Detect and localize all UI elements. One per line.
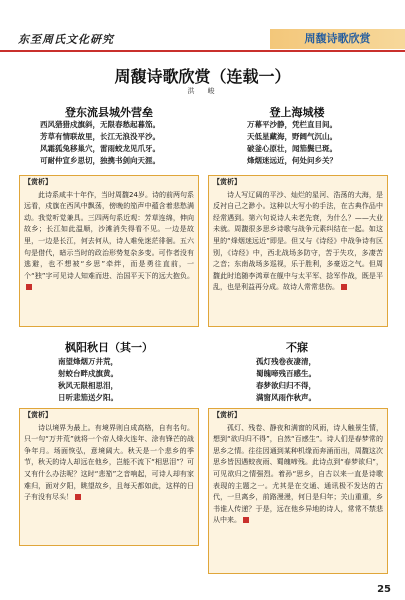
poem-line: 射蛟台畔戍旗黄。 (58, 369, 118, 378)
poem-line: 风霜狐兔移巢穴，雷雨蛟龙见爪牙。 (40, 144, 160, 153)
poem-line: 破釜心原壮，闻笳鬓已斑。 (247, 144, 337, 153)
poem-title-4: 不寐 (286, 341, 308, 354)
appreciation-text: 此诗系咸丰十年作，当时周馥24岁。诗的前两句系远看，戍旗在西风中飘荡，傍晚的笳声中蕴含着悲愁满动。我觉听觉兼具。三四两句系近观：芳草连绵，伸向故乡；长江如此温顺，沙滩消失得看不见。一边是故里，一边是长江，何去何从，诗人难免迷茫徘徊。五六句是借代，暗示当时的政治形势复杂多变。可作者没有逃避，也不想被“乡思”牵绊，而是勇往直前，一个“独”字可见诗人知难而进、治国平天下的远大抱负。 (24, 190, 194, 280)
appreciation-label: 【赏析】 (213, 411, 241, 419)
appreciation-label: 【赏析】 (24, 178, 52, 186)
end-mark-icon (243, 517, 249, 523)
end-mark-icon (26, 284, 32, 290)
page-number: 25 (377, 584, 391, 595)
poem-body-2 (247, 119, 337, 167)
appreciation-1 (24, 177, 194, 294)
appreciation-text: 诗人写辽阔的平沙、灿烂的星河、浩荡的大海，是反衬自己之渺小。这种以大写小的手法，在古典作品中经常遇到。第六句说诗人未老先衰，为什么？——大业未就。周馥很多思乡诗歌与战争元素纠结在一起。如这里的“烽烟迷远近”即是。但又与《诗经》中战争诗有区别，《诗经》中，西北战场多防守，苦于失攻，多凄苦之音；东南战场多巡视，乐于胜利，多豪迈之气。但周馥此时追随李鸿章在舰中与太平军、捻军作战，既是平乱，也是利益再分成。故诗人常常悲伤。 (213, 190, 383, 292)
poem-line: 烽烟迷远近，何处问乡关？ (247, 156, 337, 165)
article-title: 周馥诗歌欣赏（连载一） (114, 67, 291, 86)
poem-title-3: 枫阳秋日（其一） (65, 341, 153, 354)
appreciation-3 (24, 410, 194, 504)
poem-line: 可耐仲宣乡思切，独携书剑向天涯。 (40, 156, 160, 165)
end-mark-icon (341, 284, 347, 290)
poem-line: 西风猎猎戍旗斜，无限春愁起暮笳。 (40, 120, 160, 129)
poem-line: 春梦欲归归不得， (256, 381, 316, 390)
poem-body-1 (40, 119, 160, 167)
appreciation-text: 孤灯、残卷、静夜和满窗的风雨，诗人触景生情，想到“欲归归不得”，自然“百感生”。诗人们是春梦常的思乡之情。往往因通到某种机缘而奔涌而出，周馥这次思乡皆因遇蛟夜雨、蜀魄啼残。此诗点到“春梦欲归”，可见欲归之情强烈。着孙“思乡，自古以来一直是诗歌表现的主题之一。尤其是在交通、通讯极不发达的古代，一旦离乡，前路漫漫，何日是归年；关山重重，乡书谁人传递？于是，远在他乡异地的诗人，常常不禁悲从中来。 (213, 423, 383, 525)
poem-line: 万幕平沙静，凭栏直目间。 (247, 120, 337, 129)
end-mark-icon (75, 494, 81, 500)
journal-title: 东至周氏文化研究 (18, 33, 114, 46)
section-tag: 周馥诗歌欣赏 (270, 29, 405, 49)
poem-line: 蜀魄啼残百感生。 (256, 369, 316, 378)
poem-body-4 (256, 356, 316, 404)
poem-line: 天低星藏海，野阔气沉山。 (247, 132, 337, 141)
poem-line: 满窗风雨作秋声。 (256, 393, 316, 402)
poem-line: 南望烽烟万井荒， (58, 357, 118, 366)
poem-line: 秋风无限相思泪， (58, 381, 118, 390)
article-author: 洪 峻 (187, 87, 218, 95)
appreciation-4 (213, 410, 383, 527)
appreciation-2 (213, 177, 383, 294)
poem-line: 芳草有情联故里，长江无浪没平沙。 (40, 132, 160, 141)
poem-line: 日听悲笳送夕阳。 (58, 393, 118, 402)
poem-title-1: 登东流县城外营垒 (65, 106, 153, 119)
header-rule (0, 50, 405, 52)
appreciation-text: 诗以境界为最上。有境界则自成高格，自有名句。只一句“万井荒”就将一个帝人烽火连年、涂有锋芒的战争年月。场面恢弘，意境阔大。秋天是一个悲乡的季节，秋天的诗人却远在他乡，岂能不流下“相思泪”？可又有什么办法呢？这时“悲笳”之音响起，可诗人却有家难归，面对夕阳，眺望故乡，且每天都如此，这样的日子有没有尽头！ (24, 423, 194, 502)
poem-line: 孤灯残卷夜凄清， (256, 357, 316, 366)
poem-body-3 (58, 356, 118, 404)
appreciation-label: 【赏析】 (213, 178, 241, 186)
appreciation-label: 【赏析】 (24, 411, 52, 419)
poem-title-2: 登上海城楼 (269, 106, 325, 119)
